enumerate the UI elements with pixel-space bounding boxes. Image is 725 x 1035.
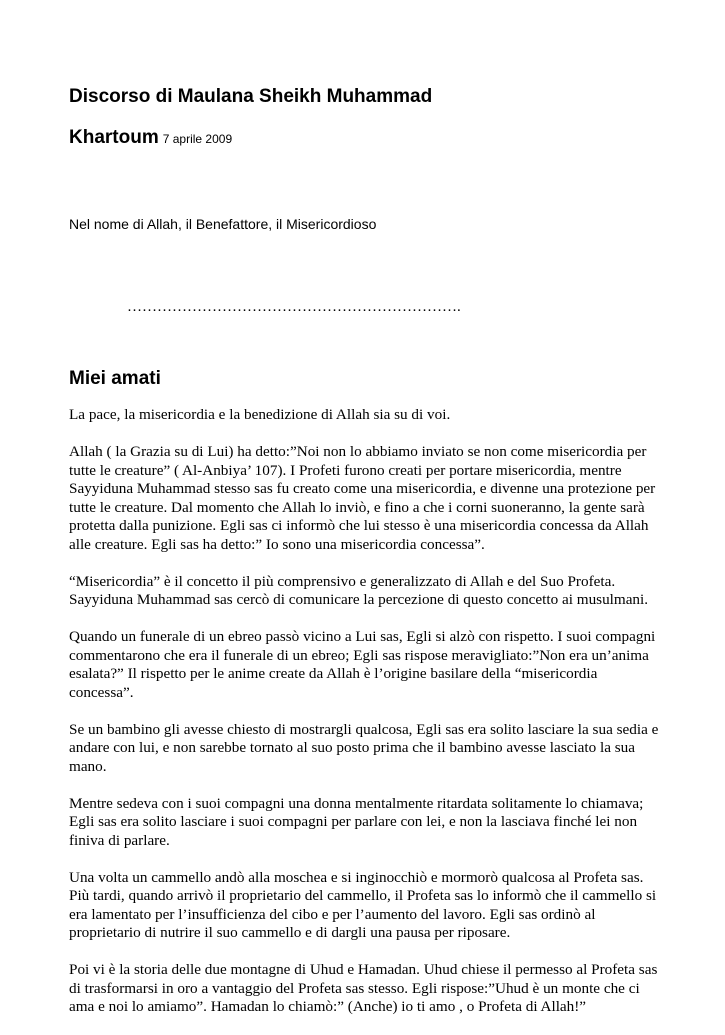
paragraph: La pace, la misericordia e la benedizione di Allah sia su di voi. — [69, 406, 451, 423]
invocation-text: Nel nome di Allah, il Benefattore, il Misericordioso — [69, 216, 377, 232]
paragraph: Poi vi è la storia delle due montagne di Uhud e Hamadan. Uhud chiese il permesso al Profeta sas di trasformarsi in oro a vantaggio del Profeta sas stesso. Egli rispose:”Uhud è un monte che ci ama e noi lo amiamo”. Hamadan lo chiamò:” (Anche) io ti amo , o Profeta di Allah!” — [69, 961, 658, 1015]
place-name: Khartoum — [69, 127, 159, 148]
dotted-separator: …………………………………………………………. — [127, 299, 461, 315]
paragraph: Se un bambino gli avesse chiesto di mostrargli qualcosa, Egli sas era solito lasciare la sua sedia e andare con lui, e non sarebbe tornato al suo posto prima che il bambino avesse lasciato la sua mano. — [69, 720, 659, 775]
document-title: Discorso di Maulana Sheikh Muhammad — [69, 86, 433, 107]
paragraph: Una volta un cammello andò alla moschea e si inginocchiò e mormorò qualcosa al Profeta sas. Più tardi, quando arrivò il proprietario del cammello, il Profeta sas lo informò che il cammello si era lamentato per l’insufficienza del cibo e per l’aumento del lavoro. Egli sas ordinò al proprietario di nutrire il suo cammello e di dargli una pausa per riposare. — [69, 868, 657, 941]
paragraph: Mentre sedeva con i suoi compagni una donna mentalmente ritardata solitamente lo chiamava; Egli sas era solito lasciare i suoi compagni per parlare con lei, e non la lasciava finché lei non finiva di parlare. — [69, 794, 644, 849]
speech-date: 7 aprile 2009 — [162, 132, 233, 146]
paragraph: Quando un funerale di un ebreo passò vicino a Lui sas, Egli si alzò con rispetto. I suoi compagni commentarono che era il funerale di un ebreo; Egli sas rispose meravigliato:”Non era un’anima esalata?” Il rispetto per le anime create da Allah è l’origine basilare della “misericordia concessa”. — [69, 628, 656, 701]
paragraph: “Misericordia” è il concetto il più comprensivo e generalizzato di Allah e del Suo Profeta. Sayyiduna Muhammad sas cercò di comunicare la percezione di questo concetto ai musulmani. — [69, 572, 649, 608]
place-date-line — [69, 127, 232, 149]
body-text — [69, 406, 659, 1035]
paragraph: Allah ( la Grazia su di Lui) ha detto:”Noi non lo abbiamo inviato se non come misericordia per tutte le creature” ( Al-Anbiya’ 107). I Profeti furono creati per portare misericordia, mentre Sayyiduna Muhammad stesso sas fu creato come una misericordia, e divenne una protezione per tutte le creature. Dal momento che Allah lo inviò, e fino a che i corni suoneranno, la gente sarà protetta dalla punizione. Egli sas ci informò che lui stesso è una misericordia concessa da Allah alle creature. Egli sas ha detto:” Io sono una misericordia concessa”. — [69, 443, 656, 553]
section-heading: Miei amati — [69, 368, 161, 389]
